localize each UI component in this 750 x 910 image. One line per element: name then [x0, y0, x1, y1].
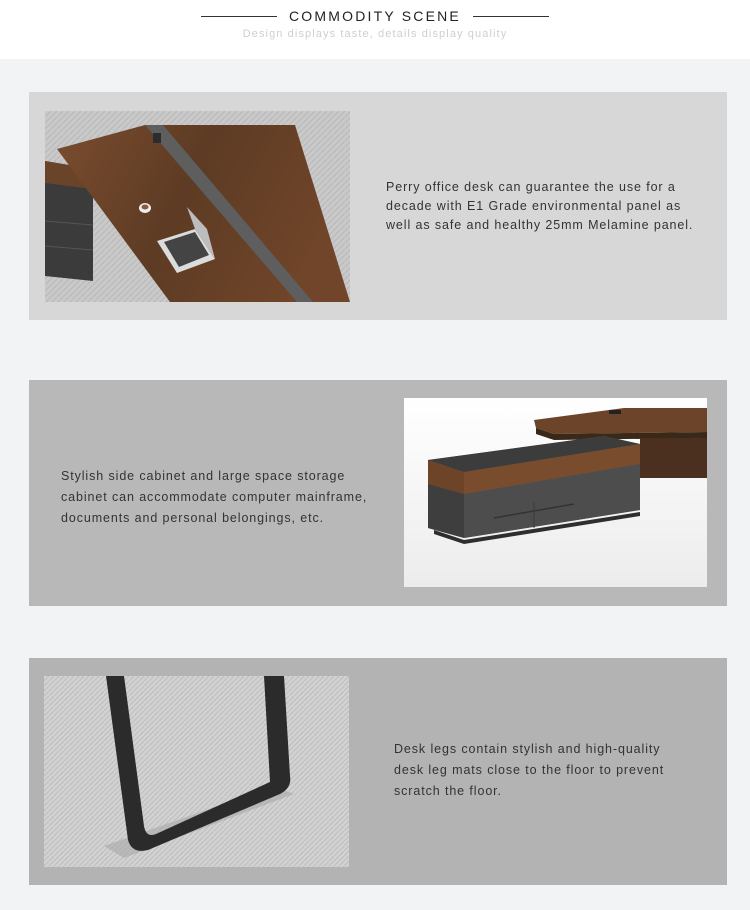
description-line: documents and personal belongings, etc.: [61, 511, 325, 525]
description-line: well as safe and healthy 25mm Melamine panel.: [386, 218, 694, 232]
section-title: COMMODITY SCENE: [289, 8, 461, 24]
description-line: cabinet can accommodate computer mainframe,: [61, 490, 368, 504]
feature-description: [386, 178, 716, 235]
feature-description: [394, 739, 714, 802]
description-line: Perry office desk can guarantee the use for a: [386, 180, 676, 194]
title-rule-left: [201, 16, 277, 17]
description-line: decade with E1 Grade environmental panel as: [386, 199, 682, 213]
title-rule-right: [473, 16, 549, 17]
section-subtitle: Design displays taste, details display quality: [242, 28, 508, 40]
desk-leg-photo: [44, 676, 349, 867]
description-line: scratch the floor.: [394, 784, 502, 798]
title-row: [0, 8, 750, 24]
feature-panel-legs: [29, 658, 727, 885]
description-line: Stylish side cabinet and large space storage: [61, 469, 346, 483]
side-cabinet-photo: [404, 398, 707, 587]
feature-panel-desk: [29, 92, 727, 320]
feature-panel-cabinet: [29, 380, 727, 606]
feature-description: [61, 466, 391, 529]
desk-laptop-photo: [45, 111, 350, 302]
description-line: Desk legs contain stylish and high-quality: [394, 742, 661, 756]
description-line: desk leg mats close to the floor to prevent: [394, 763, 665, 777]
section-header: [0, 0, 750, 59]
